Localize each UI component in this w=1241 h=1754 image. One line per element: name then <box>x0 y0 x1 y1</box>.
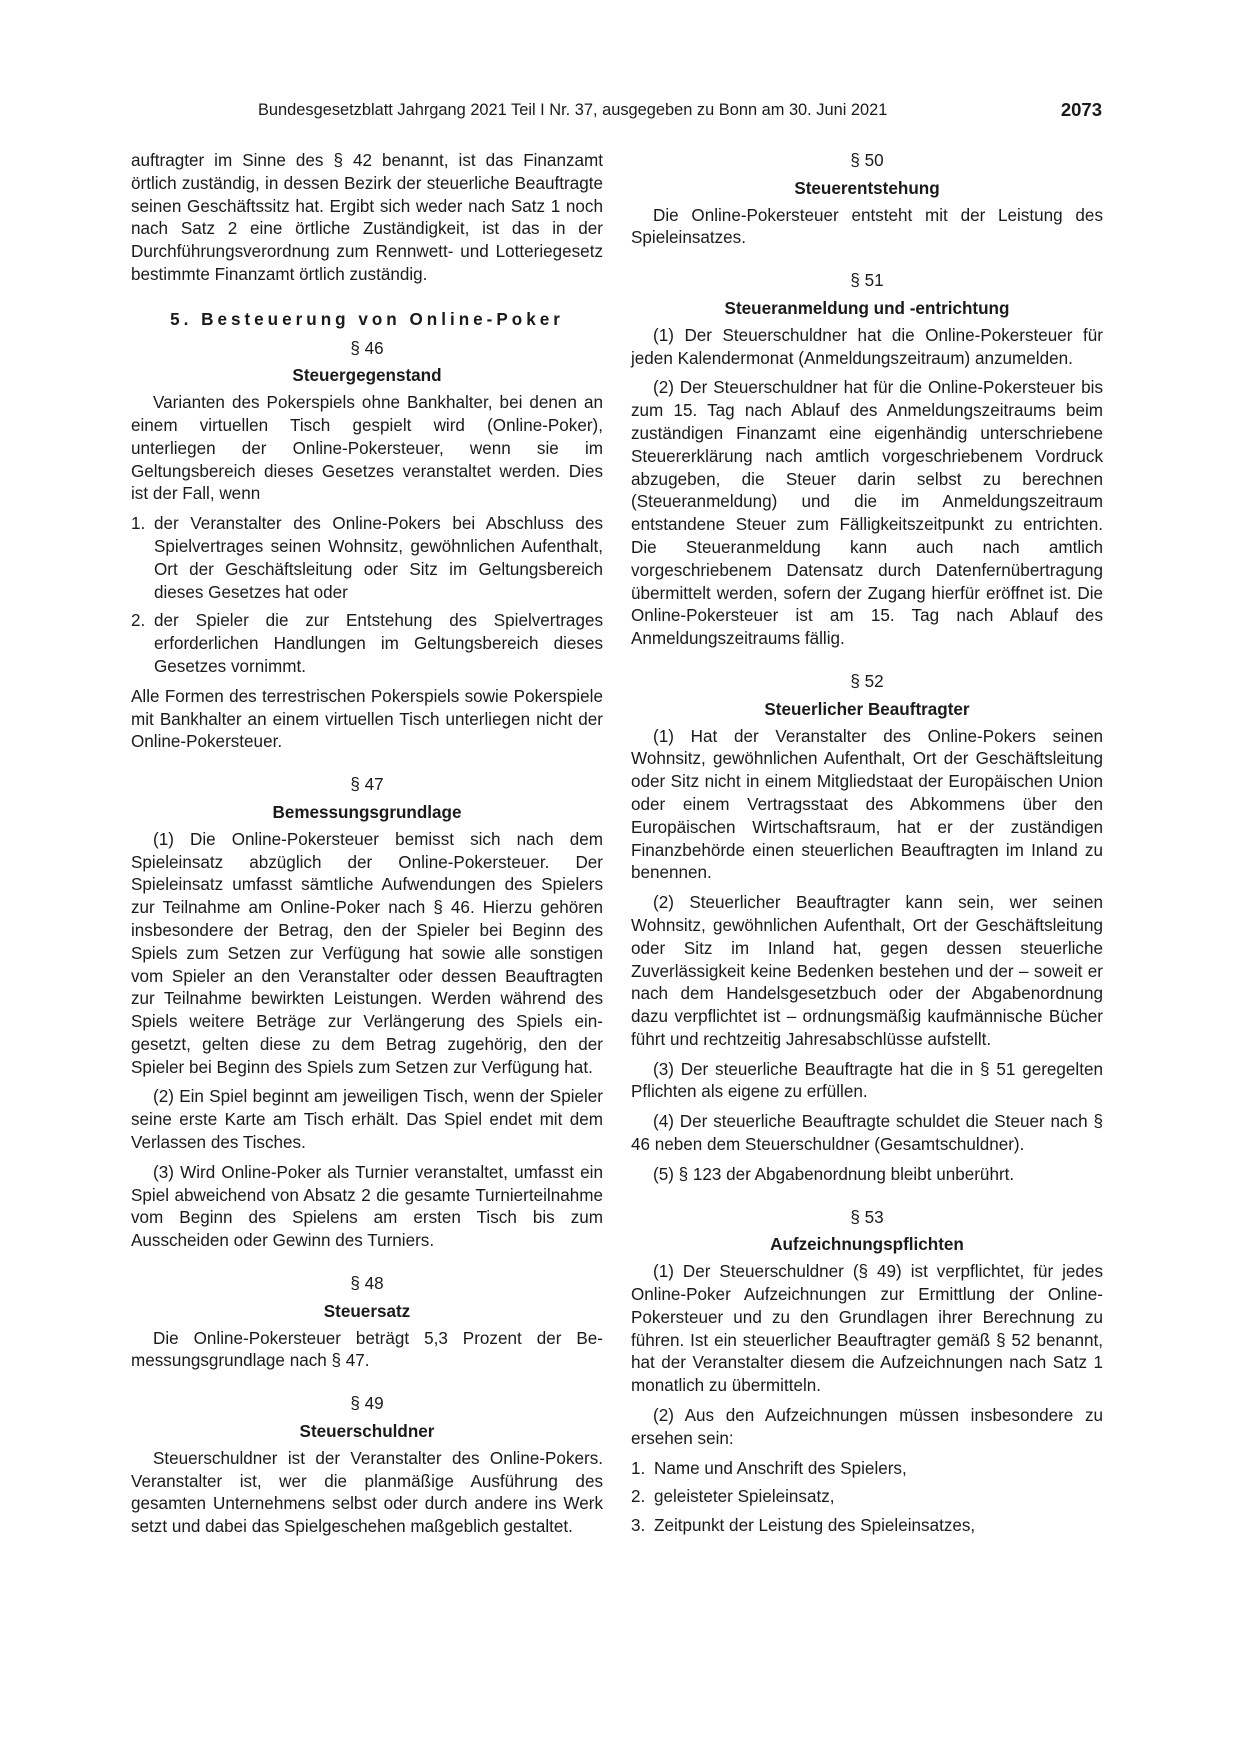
section-title: Aufzeichnungspflichten <box>770 1235 964 1255</box>
section-title: Bemessungsgrundlage <box>272 802 462 822</box>
section-title: Steuersatz <box>323 1301 411 1321</box>
paragraph: (3) Wird Online-Poker als Turnier veranstaltet, umfasst ein Spiel abweichend von Absatz 2 die gesamte Turnierteilnahme vom Beginn des Spielens am ersten Tisch bis zum Ausscheiden oder Gewinn des Turniers. <box>131 1162 603 1251</box>
section-title: Steueranmeldung und -entrichtung <box>724 298 1010 318</box>
gazette-title: Bundesgesetzblatt Jahrgang 2021 Teil I Nr. 37, ausgegeben zu Bonn am 30. Juni 2021 <box>258 101 888 119</box>
list-number: 1. <box>131 514 146 534</box>
right-column <box>631 150 1103 1545</box>
paragraph: (5) § 123 der Abgabenordnung bleibt unberührt. <box>653 1164 1015 1184</box>
page-header <box>0 101 1241 125</box>
paragraph: Die Online-Pokersteuer beträgt 5,3 Prozent der Bemessungsgrundlage nach § 47. <box>131 1328 603 1371</box>
list-number: 1. <box>631 1458 646 1478</box>
paragraph: (2) Aus den Aufzeichnungen müssen insbesondere zu ersehen sein: <box>631 1406 1103 1448</box>
section-number: § 46 <box>350 338 384 358</box>
list-number: 3. <box>631 1516 646 1536</box>
list-text: Zeitpunkt der Leistung des Spieleinsatzes, <box>654 1516 976 1536</box>
list-item <box>631 1486 1103 1509</box>
paragraph: (3) Der steuerliche Beauftragte hat die in § 51 geregelten Pflichten als eigene zu erfüllen. <box>631 1059 1103 1102</box>
list-item <box>131 513 603 604</box>
page-number: 2073 <box>1060 99 1102 120</box>
section-number: § 48 <box>350 1274 384 1294</box>
list-text: geleisteter Spieleinsatz, <box>654 1487 835 1507</box>
paragraph: (1) Der Steuerschuldner hat die Online-Pokersteuer für jeden Kalendermonat (Anmeldungszeitraum) anzumelden. <box>631 325 1103 368</box>
paragraph: (4) Der steuerliche Beauftragte schuldet die Steuer nach § 46 neben dem Steuerschuldner (Gesamtschuldner). <box>631 1112 1103 1155</box>
numbered-list <box>131 513 603 679</box>
section-number: § 49 <box>350 1394 384 1414</box>
section-title: Steuergegenstand <box>292 366 442 386</box>
intro-paragraph: auftragter im Sinne des § 42 benannt, ist das Finanzamt örtlich zuständig, in dessen Bezirk der steuerliche Beauftragte seinen Geschäftssitz hat. Ergibt sich weder nach Satz 1 noch nach Satz 2 eine örtliche Zuständigkeit, ist das in der Durchführungsverordnung zum Rennwett- und Lotteriegesetz bestimmte Finanzamt örtlich zuständig. <box>131 151 603 284</box>
paragraph: (1) Hat der Veranstalter des Online-Pokers seinen Wohnsitz, gewöhnlichen Aufenthalt, Ort der Geschäftsleitung oder Sitz nicht in einem Mitgliedstaat der Europäischen Union oder einem Vertragsstaat des Abkommens über den Europäischen Wirtschaftsraum, hat er der zuständigen Finanzbehörde einen steuerlichen Beauftragten im Inland zu benennen. <box>631 726 1103 883</box>
section-title: Steuerentstehung <box>794 178 940 198</box>
section-number: § 51 <box>850 271 884 291</box>
list-item <box>131 610 603 678</box>
paragraph: (2) Ein Spiel beginnt am jeweiligen Tisch, wenn der Spieler seine erste Karte am Tisch erhält. Das Spiel endet mit dem Verlassen des Tisches. <box>131 1087 603 1153</box>
list-number: 2. <box>631 1487 646 1507</box>
section-title: Steuerlicher Beauftragter <box>764 699 970 719</box>
paragraph: Die Online-Pokersteuer entsteht mit der Leistung des Spieleinsatzes. <box>631 205 1103 248</box>
section-title: Steuerschuldner <box>299 1422 435 1442</box>
list-text: der Spieler die zur Entstehung des Spielvertrages erforderlichen Handlungen im Geltungsbereich dieses Gesetzes vornimmt. <box>154 611 603 676</box>
paragraph: Steuerschuldner ist der Veranstalter des Online-Pokers. Veranstalter ist, wer die planmäßige Ausführung des gesamten Unternehmens selbst oder durch andere ins Werk setzt und dabei das Spielgeschehen maßgeblich gestaltet. <box>131 1448 603 1537</box>
paragraph: (1) Die Online-Pokersteuer bemisst sich nach dem Spieleinsatz abzüglich der Online-Pokersteuer. Der Spieleinsatz umfasst sämtliche Aufwendungen des Spielers zur Teilnahme am Online-Poker nach § 46. Hierzu gehören insbesondere der Betrag, den der Spieler bei Beginn des Spiels zum Setzen zur Verfügung hat sowie alle sonstigen vom Spieler an den Veranstalter oder dessen Beauftragten zur Teilnahme bewirkten Leistungen. Werden während des Spiels weitere Beträge zur Verlängerung des Spiels eingesetzt, gelten diese zu dem Betrag zugehörig, den der Spieler bei Beginn des Spiels zum Setzen zur Verfügung hat. <box>131 829 603 1077</box>
section-number: § 52 <box>850 671 884 691</box>
list-number: 2. <box>131 611 146 631</box>
paragraph: Varianten des Pokerspiels ohne Bankhalter, bei denen an einem virtuellen Tisch gespielt wird (Online-Poker), unterliegen der Online-Pokersteuer, wenn sie im Geltungsbereich dieses Gesetzes veranstaltet werden. Dies ist der Fall, wenn <box>131 393 603 504</box>
list-item <box>631 1515 1103 1538</box>
chapter-heading: 5. Besteuerung von Online-Poker <box>170 309 564 329</box>
list-item <box>631 1458 1103 1481</box>
paragraph: Alle Formen des terrestrischen Pokerspiels sowie Pokerspiele mit Bankhalter an einem virtuellen Tisch unterliegen nicht der Online-Pokersteuer. <box>131 686 603 752</box>
paragraph: (1) Der Steuerschuldner (§ 49) ist verpflichtet, für jedes Online-Poker Aufzeichnungen zur Ermittlung der Online-Pokersteuer und zu den Grundlagen ihrer Berechnung zu führen. Ist ein steuerlicher Beauftragter gemäß § 52 benannt, hat der Veranstalter diesem die Aufzeichnungen nach Satz 1 monatlich zu übermitteln. <box>631 1262 1103 1396</box>
section-number: § 53 <box>850 1207 884 1227</box>
list-text: Name und Anschrift des Spielers, <box>654 1458 907 1478</box>
section-number: § 47 <box>350 775 384 795</box>
numbered-list <box>631 1458 1103 1538</box>
paragraph: (2) Steuerlicher Beauftragter kann sein, wer seinen Wohnsitz, gewöhnlichen Aufenthalt, Ort der Geschäftsleitung oder Sitz im Inland hat, gegen dessen steuerliche Zuverlässigkeit keine Bedenken bestehen und der – soweit er nach dem Handelsgesetzbuch oder der Abgabenordnung dazu verpflichtet ist – ordnungsmäßig kaufmännische Bücher führt und rechtzeitig Jahresabschlüsse aufstellt. <box>631 893 1103 1049</box>
left-column <box>131 150 603 1546</box>
paragraph: (2) Der Steuerschuldner hat für die Online-Pokersteuer bis zum 15. Tag nach Ablauf des Anmeldungszeitraums beim zuständigen Finanzamt eine eigenhändig unterschriebene Steuererklärung nach amtlich vorgeschriebenem Vordruck abzugeben, die Steuer darin selbst zu berechnen (Steueranmeldung) und die im Anmeldungszeitraum entstandene Steuer zum Fälligkeitszeitpunkt zu entrichten. Die Steueranmeldung kann auch nach amtlich vorgeschriebenem Datensatz durch Datenfernübertragung übermittelt werden, sofern der Zugang hierfür eröffnet ist. Die Online-Pokersteuer ist am 15. Tag nach Ablauf des Anmeldungszeitraums fällig. <box>631 378 1103 649</box>
list-text: der Veranstalter des Online-Pokers bei Abschluss des Spielvertrages seinen Wohnsitz, gewöhnlichen Aufenthalt, Ort der Geschäftsleitung oder Sitz im Geltungsbereich dieses Gesetzes hat oder <box>154 514 603 602</box>
section-number: § 50 <box>850 151 884 170</box>
